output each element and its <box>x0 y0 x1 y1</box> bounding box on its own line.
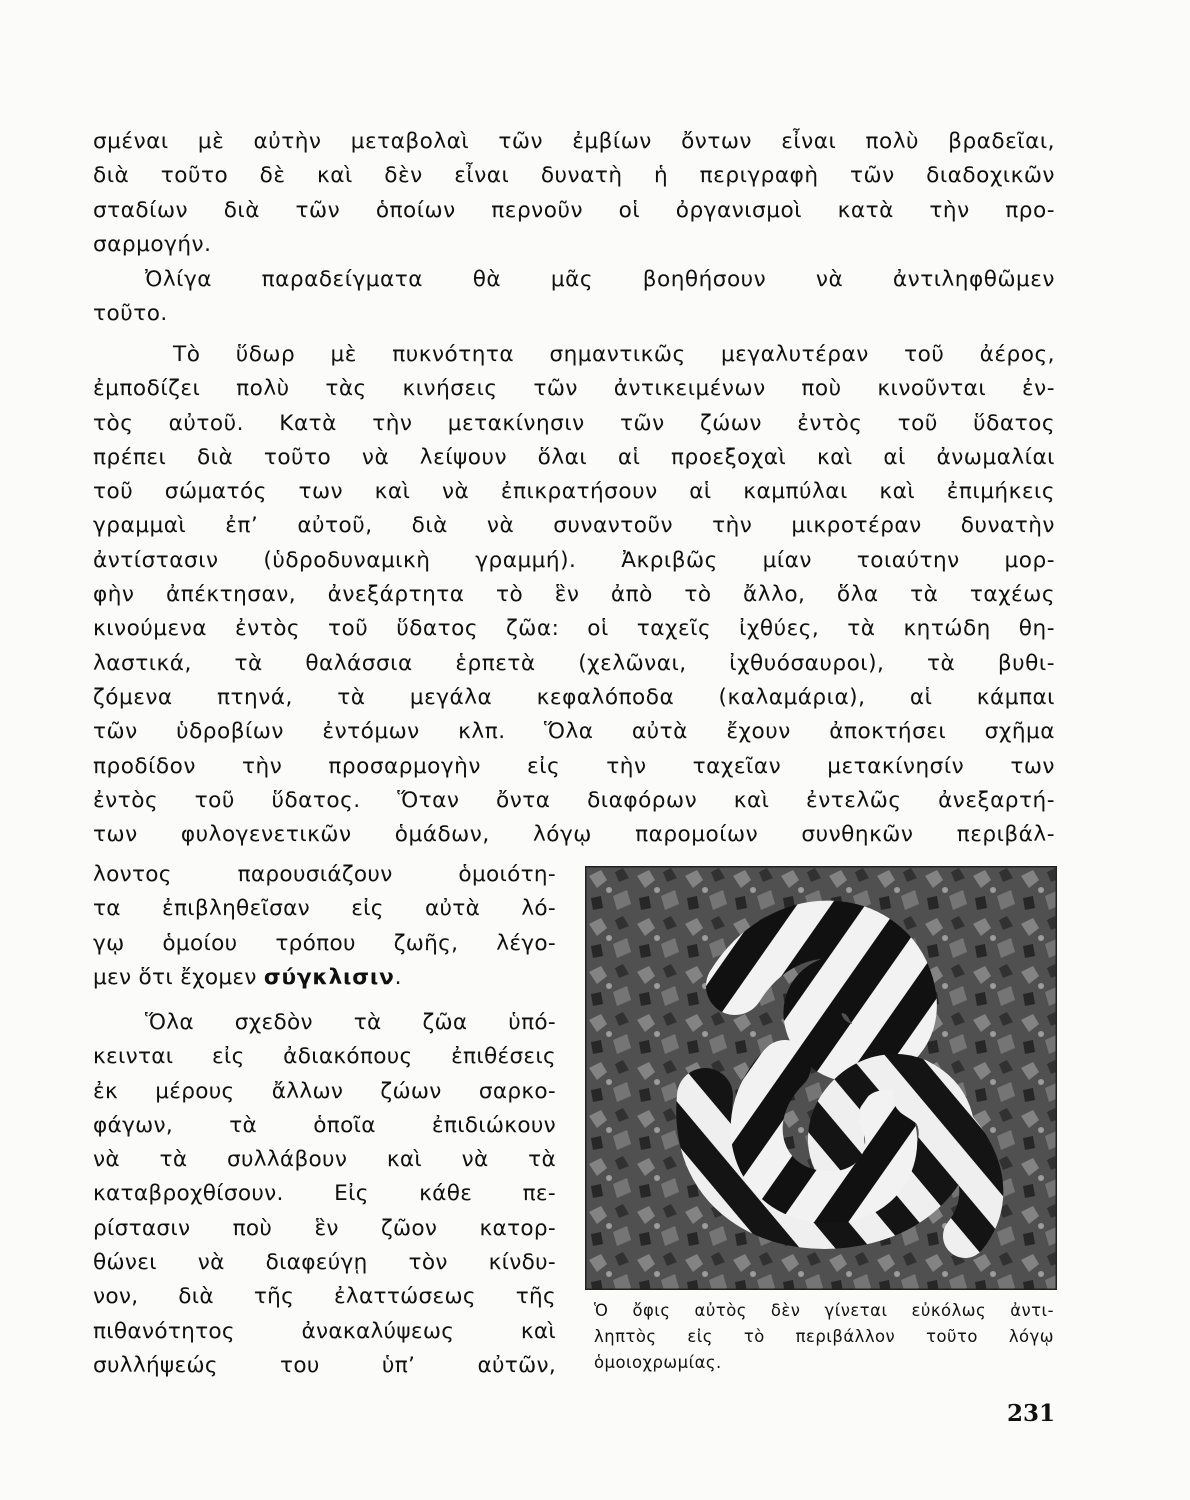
text-line: σμέναι μὲ αὐτὴν μεταβολαὶ τῶν ἐμβίων ὄντων εἶναι πολὺ βραδεῖαι, <box>93 129 1055 154</box>
page-number: 231 <box>1006 1400 1055 1427</box>
text-line: φάγων, τὰ ὁποῖα ἐπιδιώκουν <box>93 1112 556 1138</box>
text-line: Ὅλα σχεδὸν τὰ ζῶα ὑπό- <box>145 1010 556 1035</box>
paragraph-convergence <box>93 858 556 995</box>
caption-line: ὁμοιοχρωμίας. <box>594 1353 722 1372</box>
text-line: ρίστασιν ποὺ ἓν ζῶον κατορ- <box>93 1215 556 1241</box>
paragraph-predators <box>93 1006 556 1383</box>
text-line: κινούμενα ἐντὸς τοῦ ὕδατος ζῶα: οἱ ταχεῖς ἰχθύες, τὰ κητώδη θη- <box>93 616 1055 642</box>
text-line: Ὀλίγα παραδείγματα θὰ μᾶς βοηθήσουν νὰ ἀντιληφθῶμεν <box>145 267 1055 292</box>
text-line: σαρμογήν. <box>93 231 212 257</box>
text-line: ἀντίστασιν (ὑδροδυναμικὴ γραμμή). Ἀκριβῶς μίαν τοιαύτην μορ- <box>93 547 1055 573</box>
text-line <box>93 961 556 995</box>
text-line: θώνει νὰ διαφεύγῃ τὸν κίνδυ- <box>93 1250 556 1276</box>
text-line: ἐντὸς τοῦ ὕδατος. Ὅταν ὄντα διαφόρων καὶ ἐντελῶς ἀνεξαρτή- <box>93 787 1055 813</box>
key-term: σύγκλισιν <box>263 964 395 990</box>
text-line: τοῦτο. <box>93 301 168 327</box>
text-fragment: . <box>394 964 402 990</box>
text-line: προδίδον τὴν προσαρμογὴν εἰς τὴν ταχεῖαν μετακίνησίν των <box>93 753 1055 779</box>
paragraph-examples-intro <box>93 263 1055 332</box>
text-line: νον, διὰ τῆς ἐλαττώσεως τῆς <box>93 1284 556 1310</box>
text-line: σταδίων διὰ τῶν ὁποίων περνοῦν οἱ ὀργανισμοὶ κατὰ τὴν προ- <box>93 197 1055 223</box>
text-fragment: μεν ὅτι ἔχομεν <box>93 964 257 990</box>
text-line: νὰ τὰ συλλάβουν καὶ νὰ τὰ <box>93 1147 556 1173</box>
text-line: τοῦ σώματός των καὶ νὰ ἐπικρατήσουν αἱ καμπύλαι καὶ ἐπιμήκεις <box>93 479 1055 505</box>
text-line: πιθανότητος ἀνακαλύψεως καὶ <box>93 1318 556 1344</box>
text-line: ἐκ μέρους ἄλλων ζώων σαρκο- <box>93 1078 556 1104</box>
text-line: των φυλογενετικῶν ὁμάδων, λόγῳ παρομοίων συνθηκῶν περιβάλ- <box>93 822 1055 848</box>
text-line: γραμμαὶ ἐπ’ αὐτοῦ, διὰ νὰ συναντοῦν τὴν μικροτέραν δυνατὴν <box>93 513 1055 539</box>
paragraph-continuation <box>93 125 1055 262</box>
caption-line: Ὁ ὄφις αὐτὸς δὲν γίνεται εὐκόλως ἀντι- <box>594 1301 1054 1320</box>
text-line: τὸς αὐτοῦ. Κατὰ τὴν μετακίνησιν τῶν ζώων ἐντὸς τοῦ ὕδατος <box>93 410 1055 436</box>
paragraph-water <box>93 338 1055 852</box>
text-line: κεινται εἰς ἀδιακόπους ἐπιθέσεις <box>93 1044 556 1070</box>
snake-photo <box>585 866 1057 1290</box>
text-line: τα ἐπιβληθεῖσαν εἰς αὐτὰ λό- <box>93 896 556 922</box>
text-line: καταβροχθίσουν. Εἰς κάθε πε- <box>93 1181 556 1207</box>
figure-caption <box>594 1298 1054 1376</box>
text-line: τῶν ὑδροβίων ἐντόμων κλπ. Ὅλα αὐτὰ ἔχουν ἀποκτήσει σχῆμα <box>93 719 1055 745</box>
text-line: λαστικά, τὰ θαλάσσια ἑρπετὰ (χελῶναι, ἰχθυόσαυροι), τὰ βυθι- <box>93 650 1055 676</box>
text-line: συλλήψεώς του ὑπ’ αὐτῶν, <box>93 1352 556 1378</box>
text-line: φὴν ἀπέκτησαν, ἀνεξάρτητα τὸ ἓν ἀπὸ τὸ ἄλλο, ὅλα τὰ ταχέως <box>93 582 1055 608</box>
text-line: ἐμποδίζει πολὺ τὰς κινήσεις τῶν ἀντικειμένων ποὺ κινοῦνται ἐν- <box>93 376 1055 402</box>
caption-line: ληπτὸς εἰς τὸ περιβάλλον τοῦτο λόγῳ <box>594 1327 1054 1346</box>
text-line: ζόμενα πτηνά, τὰ μεγάλα κεφαλόποδα (καλαμάρια), αἱ κάμπαι <box>93 684 1055 710</box>
text-line: λοντος παρουσιάζουν ὁμοιότη- <box>93 862 556 887</box>
text-line: γῳ ὁμοίου τρόπου ζωῆς, λέγο- <box>93 930 556 956</box>
snake-illustration <box>585 866 1057 1290</box>
text-line: πρέπει διὰ τοῦτο νὰ λείψουν ὅλαι αἱ προεξοχαὶ καὶ αἱ ἀνωμαλίαι <box>93 444 1055 470</box>
text-line: Τὸ ὕδωρ μὲ πυκνότητα σημαντικῶς μεγαλυτέραν τοῦ ἀέρος, <box>173 342 1055 367</box>
text-line: διὰ τοῦτο δὲ καὶ δὲν εἶναι δυνατὴ ἡ περιγραφὴ τῶν διαδοχικῶν <box>93 163 1055 189</box>
